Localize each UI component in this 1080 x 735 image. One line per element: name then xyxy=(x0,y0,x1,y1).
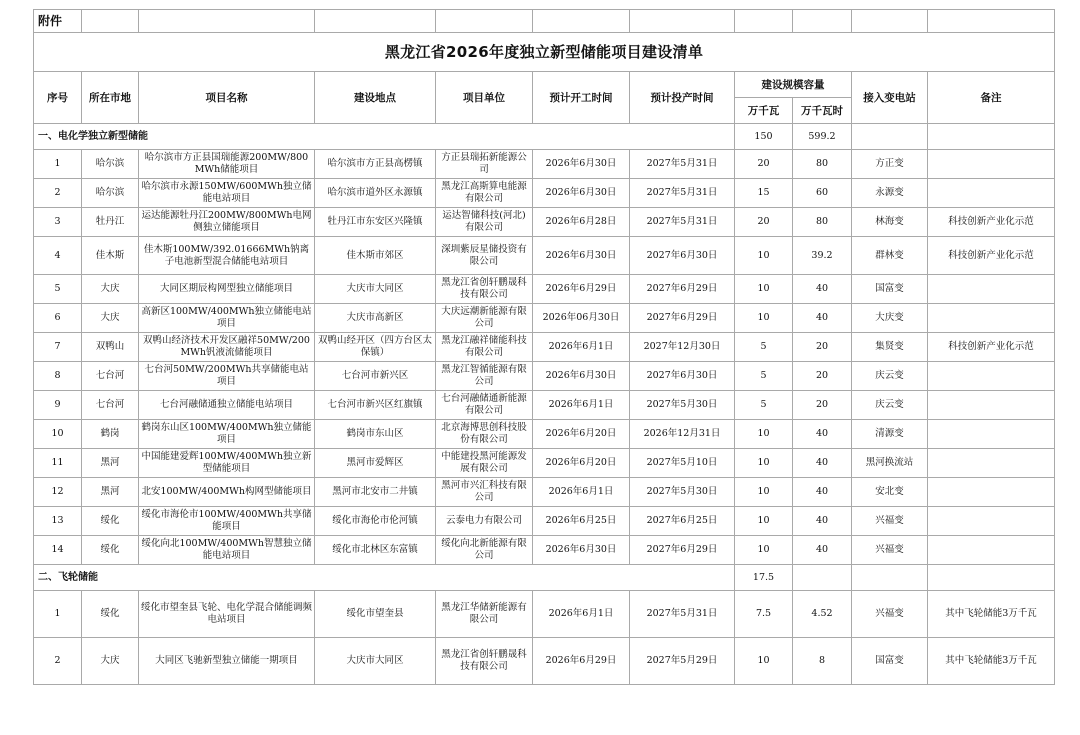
cell-substation: 群林变 xyxy=(852,237,928,275)
cell-location: 七台河市新兴区 xyxy=(315,362,436,391)
project-list-sheet xyxy=(33,9,1055,685)
cell-substation: 国富变 xyxy=(852,275,928,304)
cell-substation: 庆云变 xyxy=(852,391,928,420)
cell-location: 黑河市爱辉区 xyxy=(315,449,436,478)
cell-location: 大庆市大同区 xyxy=(315,275,436,304)
cell-operation: 2026年12月31日 xyxy=(630,420,735,449)
cell-start: 2026年6月1日 xyxy=(533,391,630,420)
cell-mwh: 4.52 xyxy=(793,591,852,638)
cell-remark: 科技创新产业化示范 xyxy=(928,333,1055,362)
cell-mw: 5 xyxy=(735,362,793,391)
header-scale: 建设规模容量 xyxy=(735,72,852,98)
section-total-mw: 150 xyxy=(735,124,793,150)
cell-mwh: 40 xyxy=(793,420,852,449)
project-table xyxy=(33,9,1055,685)
cell-mw: 20 xyxy=(735,150,793,179)
attachment-label: 附件 xyxy=(34,10,82,33)
cell-company: 深圳紫辰星储投资有限公司 xyxy=(436,237,533,275)
cell-name: 北安100MW/400MWh构网型储能项目 xyxy=(139,478,315,507)
cell-name: 绥化向北100MW/400MWh智慧独立储能电站项目 xyxy=(139,536,315,565)
cell-seq: 6 xyxy=(34,304,82,333)
title-row xyxy=(34,33,1055,72)
cell-city: 双鸭山 xyxy=(82,333,139,362)
cell-remark xyxy=(928,478,1055,507)
cell-location: 绥化市北林区东富镇 xyxy=(315,536,436,565)
cell-company: 黑龙江华储新能源有限公司 xyxy=(436,591,533,638)
table-row xyxy=(34,507,1055,536)
cell-mw: 15 xyxy=(735,179,793,208)
cell-substation: 兴福变 xyxy=(852,507,928,536)
cell-remark xyxy=(928,449,1055,478)
cell-operation: 2027年6月29日 xyxy=(630,536,735,565)
cell-city: 大庆 xyxy=(82,304,139,333)
cell-substation: 兴福变 xyxy=(852,536,928,565)
cell-city: 黑河 xyxy=(82,478,139,507)
cell-start: 2026年6月1日 xyxy=(533,478,630,507)
cell-start: 2026年6月30日 xyxy=(533,179,630,208)
cell-mwh: 80 xyxy=(793,150,852,179)
table-row xyxy=(34,591,1055,638)
cell-start: 2026年6月20日 xyxy=(533,449,630,478)
cell-mwh: 40 xyxy=(793,507,852,536)
cell-seq: 12 xyxy=(34,478,82,507)
cell-operation: 2027年5月31日 xyxy=(630,591,735,638)
cell-seq: 9 xyxy=(34,391,82,420)
cell-city: 绥化 xyxy=(82,591,139,638)
cell-operation: 2027年5月30日 xyxy=(630,478,735,507)
cell-remark: 科技创新产业化示范 xyxy=(928,208,1055,237)
cell-operation: 2027年6月30日 xyxy=(630,362,735,391)
cell-name: 运达能源牡丹江200MW/800MWh电网侧独立储能项目 xyxy=(139,208,315,237)
cell-location: 绥化市望奎县 xyxy=(315,591,436,638)
cell-operation: 2027年5月30日 xyxy=(630,391,735,420)
section-row xyxy=(34,565,1055,591)
cell-start: 2026年6月28日 xyxy=(533,208,630,237)
cell-mwh: 80 xyxy=(793,208,852,237)
header-substation: 接入变电站 xyxy=(852,72,928,124)
cell-company: 七台河融储通新能源有限公司 xyxy=(436,391,533,420)
cell-city: 哈尔滨 xyxy=(82,150,139,179)
cell-mwh: 60 xyxy=(793,179,852,208)
table-row xyxy=(34,478,1055,507)
cell-start: 2026年6月1日 xyxy=(533,591,630,638)
table-row xyxy=(34,536,1055,565)
cell-name: 绥化市望奎县飞轮、电化学混合储能调频电站项目 xyxy=(139,591,315,638)
cell-mw: 10 xyxy=(735,420,793,449)
section-row xyxy=(34,124,1055,150)
table-row xyxy=(34,179,1055,208)
cell-company: 大庆远潮新能源有限公司 xyxy=(436,304,533,333)
cell-name: 高新区100MW/400MWh独立储能电站项目 xyxy=(139,304,315,333)
table-row xyxy=(34,304,1055,333)
header-start: 预计开工时间 xyxy=(533,72,630,124)
cell-start: 2026年6月30日 xyxy=(533,536,630,565)
cell-operation: 2027年5月29日 xyxy=(630,638,735,685)
cell-city: 鹤岗 xyxy=(82,420,139,449)
cell-location: 鹤岗市东山区 xyxy=(315,420,436,449)
cell-company: 运达智储科技(河北)有限公司 xyxy=(436,208,533,237)
cell-seq: 13 xyxy=(34,507,82,536)
cell-name: 鹤岗东山区100MW/400MWh独立储能项目 xyxy=(139,420,315,449)
cell-company: 黑龙江融祥储能科技有限公司 xyxy=(436,333,533,362)
cell-mwh: 39.2 xyxy=(793,237,852,275)
cell-seq: 1 xyxy=(34,591,82,638)
document-title: 黑龙江省2026年度独立新型储能项目建设清单 xyxy=(34,33,1055,72)
cell-name: 双鸭山经济技术开发区融祥50MW/200MWh钒液流储能项目 xyxy=(139,333,315,362)
cell-start: 2026年6月20日 xyxy=(533,420,630,449)
cell-remark: 其中飞轮储能3万千瓦 xyxy=(928,591,1055,638)
table-row xyxy=(34,275,1055,304)
cell-start: 2026年6月30日 xyxy=(533,362,630,391)
cell-start: 2026年6月30日 xyxy=(533,237,630,275)
cell-seq: 10 xyxy=(34,420,82,449)
header-location: 建设地点 xyxy=(315,72,436,124)
cell-mwh: 20 xyxy=(793,362,852,391)
cell-substation: 清源变 xyxy=(852,420,928,449)
cell-mw: 20 xyxy=(735,208,793,237)
cell-mw: 10 xyxy=(735,237,793,275)
header-mwh: 万千瓦时 xyxy=(793,98,852,124)
cell-name: 七台河50MW/200MWh共享储能电站项目 xyxy=(139,362,315,391)
cell-seq: 2 xyxy=(34,179,82,208)
section-title: 二、飞轮储能 xyxy=(34,565,735,591)
cell-mwh: 40 xyxy=(793,304,852,333)
table-row xyxy=(34,449,1055,478)
cell-name: 佳木斯100MW/392.01666MWh钠离子电池新型混合储能电站项目 xyxy=(139,237,315,275)
header-row-1 xyxy=(34,72,1055,98)
table-row xyxy=(34,333,1055,362)
table-row xyxy=(34,391,1055,420)
cell-mw: 5 xyxy=(735,391,793,420)
table-row xyxy=(34,150,1055,179)
cell-substation: 永源变 xyxy=(852,179,928,208)
cell-mw: 10 xyxy=(735,507,793,536)
cell-name: 哈尔滨市永源150MW/600MWh独立储能电站项目 xyxy=(139,179,315,208)
cell-remark xyxy=(928,362,1055,391)
cell-name: 大同区飞驰新型独立储能一期项目 xyxy=(139,638,315,685)
header-company: 项目单位 xyxy=(436,72,533,124)
cell-location: 大庆市大同区 xyxy=(315,638,436,685)
cell-operation: 2027年5月31日 xyxy=(630,179,735,208)
cell-substation: 林海变 xyxy=(852,208,928,237)
cell-mwh: 40 xyxy=(793,536,852,565)
cell-operation: 2027年6月29日 xyxy=(630,304,735,333)
cell-remark xyxy=(928,275,1055,304)
header-city: 所在市地 xyxy=(82,72,139,124)
header-operation: 预计投产时间 xyxy=(630,72,735,124)
cell-name: 七台河融储通独立储能电站项目 xyxy=(139,391,315,420)
section-total-mwh: 599.2 xyxy=(793,124,852,150)
cell-company: 中能建投黑河能源发展有限公司 xyxy=(436,449,533,478)
header-seq: 序号 xyxy=(34,72,82,124)
header-mw: 万千瓦 xyxy=(735,98,793,124)
cell-start: 2026年6月1日 xyxy=(533,333,630,362)
cell-name: 大同区期辰构网型独立储能项目 xyxy=(139,275,315,304)
cell-location: 七台河市新兴区红旗镇 xyxy=(315,391,436,420)
cell-remark xyxy=(928,420,1055,449)
cell-location: 哈尔滨市方正县高楞镇 xyxy=(315,150,436,179)
cell-remark: 科技创新产业化示范 xyxy=(928,237,1055,275)
cell-company: 云泰电力有限公司 xyxy=(436,507,533,536)
cell-city: 哈尔滨 xyxy=(82,179,139,208)
cell-location: 大庆市高新区 xyxy=(315,304,436,333)
cell-mw: 10 xyxy=(735,275,793,304)
cell-seq: 5 xyxy=(34,275,82,304)
cell-location: 绥化市海伦市伦河镇 xyxy=(315,507,436,536)
cell-remark xyxy=(928,391,1055,420)
cell-mw: 10 xyxy=(735,304,793,333)
cell-seq: 1 xyxy=(34,150,82,179)
table-body xyxy=(34,10,1055,685)
cell-remark xyxy=(928,150,1055,179)
cell-city: 七台河 xyxy=(82,362,139,391)
cell-company: 黑龙江省创轩鹏晟科技有限公司 xyxy=(436,275,533,304)
cell-mwh: 8 xyxy=(793,638,852,685)
cell-company: 黑龙江省创轩鹏晟科技有限公司 xyxy=(436,638,533,685)
table-row xyxy=(34,208,1055,237)
cell-company: 黑龙江智循能源有限公司 xyxy=(436,362,533,391)
cell-operation: 2027年5月10日 xyxy=(630,449,735,478)
cell-seq: 14 xyxy=(34,536,82,565)
cell-remark: 其中飞轮储能3万千瓦 xyxy=(928,638,1055,685)
cell-mw: 10 xyxy=(735,536,793,565)
table-row xyxy=(34,638,1055,685)
cell-operation: 2027年12月30日 xyxy=(630,333,735,362)
cell-operation: 2027年6月30日 xyxy=(630,237,735,275)
cell-start: 2026年06月30日 xyxy=(533,304,630,333)
cell-mw: 10 xyxy=(735,449,793,478)
cell-seq: 11 xyxy=(34,449,82,478)
cell-start: 2026年6月29日 xyxy=(533,638,630,685)
cell-substation: 大庆变 xyxy=(852,304,928,333)
cell-company: 黑河市兴汇科技有限公司 xyxy=(436,478,533,507)
cell-city: 大庆 xyxy=(82,638,139,685)
cell-mwh: 40 xyxy=(793,449,852,478)
cell-seq: 2 xyxy=(34,638,82,685)
cell-operation: 2027年5月31日 xyxy=(630,208,735,237)
cell-name: 中国能建爱辉100MW/400MWh独立新型储能项目 xyxy=(139,449,315,478)
cell-mw: 5 xyxy=(735,333,793,362)
cell-city: 牡丹江 xyxy=(82,208,139,237)
cell-location: 哈尔滨市道外区永源镇 xyxy=(315,179,436,208)
cell-company: 绥化向北新能源有限公司 xyxy=(436,536,533,565)
cell-mwh: 20 xyxy=(793,333,852,362)
cell-operation: 2027年6月25日 xyxy=(630,507,735,536)
cell-start: 2026年6月25日 xyxy=(533,507,630,536)
cell-company: 黑龙江高斯算电能源有限公司 xyxy=(436,179,533,208)
header-remark: 备注 xyxy=(928,72,1055,124)
cell-mwh: 40 xyxy=(793,478,852,507)
table-row xyxy=(34,362,1055,391)
cell-substation: 庆云变 xyxy=(852,362,928,391)
cell-substation: 集贤变 xyxy=(852,333,928,362)
section-total-mwh xyxy=(793,565,852,591)
cell-company: 方正县瑞拓新能源公司 xyxy=(436,150,533,179)
cell-location: 牡丹江市东安区兴隆镇 xyxy=(315,208,436,237)
cell-city: 绥化 xyxy=(82,536,139,565)
cell-seq: 4 xyxy=(34,237,82,275)
cell-operation: 2027年6月29日 xyxy=(630,275,735,304)
cell-seq: 3 xyxy=(34,208,82,237)
cell-operation: 2027年5月31日 xyxy=(630,150,735,179)
cell-start: 2026年6月30日 xyxy=(533,150,630,179)
cell-name: 哈尔滨市方正县国瑞能源200MW/800MWh储能项目 xyxy=(139,150,315,179)
cell-remark xyxy=(928,304,1055,333)
cell-remark xyxy=(928,507,1055,536)
cell-mwh: 40 xyxy=(793,275,852,304)
cell-location: 双鸭山经开区（四方台区太保镇） xyxy=(315,333,436,362)
cell-substation: 兴福变 xyxy=(852,591,928,638)
header-name: 项目名称 xyxy=(139,72,315,124)
cell-city: 七台河 xyxy=(82,391,139,420)
cell-mw: 10 xyxy=(735,638,793,685)
cell-start: 2026年6月29日 xyxy=(533,275,630,304)
cell-substation: 安北变 xyxy=(852,478,928,507)
cell-city: 黑河 xyxy=(82,449,139,478)
cell-mw: 10 xyxy=(735,478,793,507)
section-total-mw: 17.5 xyxy=(735,565,793,591)
cell-name: 绥化市海伦市100MW/400MWh共享储能项目 xyxy=(139,507,315,536)
cell-substation: 黑河换流站 xyxy=(852,449,928,478)
cell-mwh: 20 xyxy=(793,391,852,420)
section-title: 一、电化学独立新型储能 xyxy=(34,124,735,150)
cell-remark xyxy=(928,536,1055,565)
cell-mw: 7.5 xyxy=(735,591,793,638)
attachment-row xyxy=(34,10,1055,33)
table-row xyxy=(34,420,1055,449)
table-row xyxy=(34,237,1055,275)
cell-remark xyxy=(928,179,1055,208)
cell-city: 佳木斯 xyxy=(82,237,139,275)
cell-seq: 7 xyxy=(34,333,82,362)
cell-seq: 8 xyxy=(34,362,82,391)
cell-company: 北京海博思创科技股份有限公司 xyxy=(436,420,533,449)
cell-substation: 方正变 xyxy=(852,150,928,179)
cell-location: 黑河市北安市二井镇 xyxy=(315,478,436,507)
cell-substation: 国富变 xyxy=(852,638,928,685)
cell-city: 绥化 xyxy=(82,507,139,536)
cell-city: 大庆 xyxy=(82,275,139,304)
cell-location: 佳木斯市郊区 xyxy=(315,237,436,275)
